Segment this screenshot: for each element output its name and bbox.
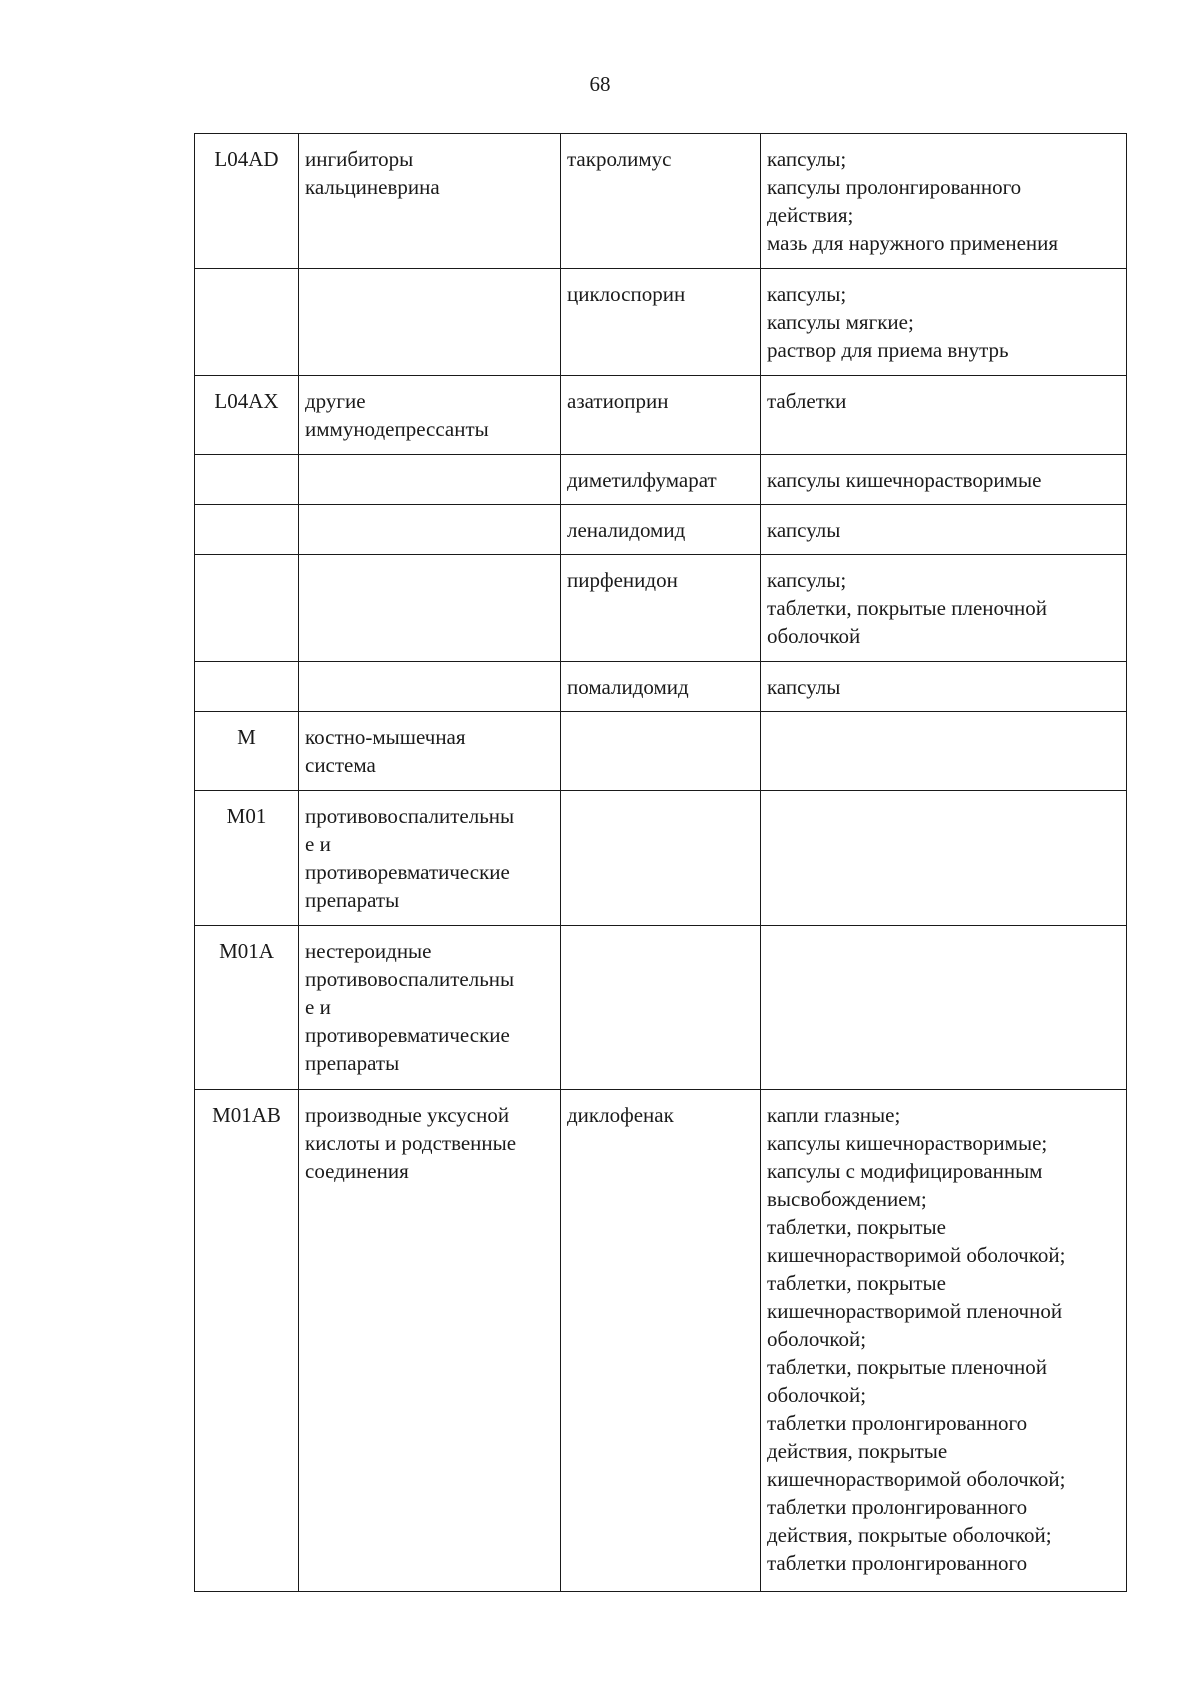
drug-name-cell <box>561 555 761 662</box>
dosage-form-line: капсулы кишечнорастворимые; <box>767 1131 1048 1155</box>
dosage-form-line: оболочкой <box>767 624 861 648</box>
group-line: нестероидные <box>305 939 432 963</box>
drug-name: такролимус <box>567 147 672 171</box>
drug-name: помалидомид <box>567 675 689 699</box>
dosage-form-cell <box>761 662 1127 712</box>
group-line: противовоспалительны <box>305 804 515 828</box>
dosage-form-line: таблетки пролонгированного <box>767 1551 1028 1575</box>
anatomical-group-cell <box>299 376 561 455</box>
dosage-form-line: действия, покрытые оболочкой; <box>767 1523 1052 1547</box>
atc-code-cell <box>195 1090 299 1592</box>
dosage-form-line: капсулы; <box>767 568 847 592</box>
dosage-form-cell <box>761 455 1127 505</box>
dosage-form-cell <box>761 269 1127 376</box>
atc-code-cell <box>195 269 299 376</box>
group-line: ингибиторы <box>305 147 414 171</box>
anatomical-group-cell <box>299 555 561 662</box>
atc-code: L04AD <box>214 147 279 171</box>
dosage-form-line: кишечнорастворимой оболочкой; <box>767 1467 1066 1491</box>
dosage-form-line: таблетки, покрытые <box>767 1215 946 1239</box>
drug-name-cell <box>561 926 761 1090</box>
anatomical-group-cell <box>299 1090 561 1592</box>
dosage-form-line: оболочкой; <box>767 1327 867 1351</box>
drug-name-cell <box>561 455 761 505</box>
dosage-form-cell <box>761 376 1127 455</box>
group-line: кислоты и родственные <box>305 1131 517 1155</box>
dosage-form-line: капсулы с модифицированным <box>767 1159 1043 1183</box>
anatomical-group-cell <box>299 712 561 791</box>
table-row <box>195 555 1127 662</box>
dosage-form-line: высвобождением; <box>767 1187 927 1211</box>
table-row <box>195 455 1127 505</box>
anatomical-group-cell <box>299 134 561 269</box>
atc-code-cell <box>195 134 299 269</box>
atc-code: L04AX <box>214 389 279 413</box>
drug-name: циклоспорин <box>567 282 686 306</box>
dosage-form-line: действия, покрытые <box>767 1439 948 1463</box>
group-line: иммунодепрессанты <box>305 417 489 441</box>
dosage-form-line: таблетки, покрытые пленочной <box>767 1355 1048 1379</box>
atc-code-cell <box>195 555 299 662</box>
group-line: препараты <box>305 888 400 912</box>
atc-code: M01A <box>219 939 274 963</box>
dosage-form-cell <box>761 926 1127 1090</box>
atc-code-cell <box>195 791 299 926</box>
group-line: соединения <box>305 1159 409 1183</box>
drug-name-cell <box>561 134 761 269</box>
table-row <box>195 662 1127 712</box>
drug-name-cell <box>561 269 761 376</box>
group-line: кальциневрина <box>305 175 440 199</box>
group-line: е и <box>305 995 331 1019</box>
anatomical-group-cell <box>299 791 561 926</box>
dosage-form-line: капсулы мягкие; <box>767 310 914 334</box>
dosage-form-line: капсулы; <box>767 147 847 171</box>
drug-name: пирфенидон <box>567 568 678 592</box>
dosage-form-cell <box>761 505 1127 555</box>
atc-code: M01AB <box>212 1103 281 1127</box>
anatomical-group-cell <box>299 455 561 505</box>
drug-name-cell <box>561 712 761 791</box>
dosage-form-line: таблетки, покрытые пленочной <box>767 596 1048 620</box>
group-line: производные уксусной <box>305 1103 510 1127</box>
drug-name: азатиоприн <box>567 389 669 413</box>
atc-code-cell <box>195 712 299 791</box>
atc-code-cell <box>195 376 299 455</box>
dosage-form-line: капсулы <box>767 518 841 542</box>
atc-code-cell <box>195 505 299 555</box>
group-line: противоревматические <box>305 860 510 884</box>
drug-name-cell <box>561 1090 761 1592</box>
dosage-form-line: кишечнорастворимой оболочкой; <box>767 1243 1066 1267</box>
group-line: е и <box>305 832 331 856</box>
group-line: костно-мышечная <box>305 725 466 749</box>
dosage-form-line: капли глазные; <box>767 1103 901 1127</box>
table-row <box>195 505 1127 555</box>
atc-code-cell <box>195 926 299 1090</box>
dosage-form-cell <box>761 555 1127 662</box>
drug-name-cell <box>561 376 761 455</box>
atc-code-cell <box>195 455 299 505</box>
atc-code-cell <box>195 662 299 712</box>
dosage-form-line: капсулы <box>767 675 841 699</box>
group-line: другие <box>305 389 366 413</box>
drug-name: диклофенак <box>567 1103 674 1127</box>
dosage-form-line: таблетки пролонгированного <box>767 1411 1028 1435</box>
drug-name: диметилфумарат <box>567 468 717 492</box>
drug-name-cell <box>561 662 761 712</box>
anatomical-group-cell <box>299 505 561 555</box>
table-row <box>195 791 1127 926</box>
dosage-form-line: капсулы кишечнорастворимые <box>767 468 1042 492</box>
anatomical-group-cell <box>299 662 561 712</box>
table-row <box>195 1090 1127 1592</box>
group-line: противоревматические <box>305 1023 510 1047</box>
dosage-form-line: таблетки <box>767 389 847 413</box>
dosage-form-cell <box>761 712 1127 791</box>
drug-name-cell <box>561 791 761 926</box>
dosage-form-line: капсулы пролонгированного <box>767 175 1022 199</box>
drug-table <box>194 133 1127 1592</box>
dosage-form-line: раствор для приема внутрь <box>767 338 1009 362</box>
dosage-form-line: таблетки, покрытые <box>767 1271 946 1295</box>
table-body <box>195 134 1127 1592</box>
dosage-form-line: кишечнорастворимой пленочной <box>767 1299 1063 1323</box>
drug-name: леналидомид <box>567 518 686 542</box>
anatomical-group-cell <box>299 926 561 1090</box>
dosage-form-cell <box>761 1090 1127 1592</box>
atc-code: M01 <box>226 804 267 828</box>
dosage-form-cell <box>761 134 1127 269</box>
group-line: система <box>305 753 376 777</box>
drug-name-cell <box>561 505 761 555</box>
table-row <box>195 712 1127 791</box>
dosage-form-line: капсулы; <box>767 282 847 306</box>
table-row <box>195 376 1127 455</box>
page-number: 68 <box>589 72 611 96</box>
dosage-form-cell <box>761 791 1127 926</box>
group-line: препараты <box>305 1051 400 1075</box>
dosage-form-line: мазь для наружного применения <box>767 231 1059 255</box>
dosage-form-line: таблетки пролонгированного <box>767 1495 1028 1519</box>
table-row <box>195 926 1127 1090</box>
atc-code: M <box>237 725 256 749</box>
dosage-form-line: оболочкой; <box>767 1383 867 1407</box>
table-row <box>195 269 1127 376</box>
dosage-form-line: действия; <box>767 203 854 227</box>
group-line: противовоспалительны <box>305 967 515 991</box>
table-row <box>195 134 1127 269</box>
anatomical-group-cell <box>299 269 561 376</box>
